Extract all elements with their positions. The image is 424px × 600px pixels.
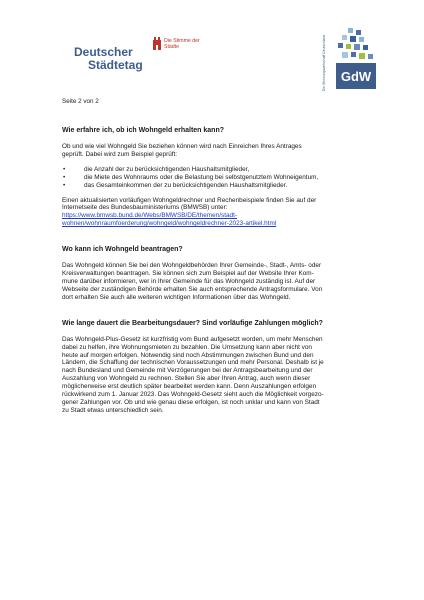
wohngeldrechner-link[interactable]: https://www.bmwsb.bund.de/Webs/BMWSB/DE/themen/stadt- xyxy=(62,212,237,220)
paragraph xyxy=(62,336,360,415)
paragraph-line: dort erhalten Sie auch alle weiteren wichtigen Informationen über das Wohngeld. xyxy=(62,293,291,301)
section-where-to-apply xyxy=(62,245,360,302)
list-item: • die Miete des Wohnraums oder die Belastung bei selbstgenutztem Wohneigentum, xyxy=(62,174,360,182)
document-body xyxy=(62,118,360,415)
criteria-list xyxy=(62,166,360,190)
paragraph-line: Kreisverwaltungen beantragen. Sie können sich zum Beispiel auf der Website Ihrer Kom- xyxy=(62,270,314,278)
paragraph-line: Webseite der zuständigen Behörde erhalten Sie auch entsprechende Antragsformulare. Von xyxy=(62,285,323,293)
paragraph-line: gener Zahlungen vor. Ob und wie genau diese erfolgen, ist noch unklar und kann von Stadt xyxy=(62,398,320,406)
paragraph-line: möglicherweise erst deutlich später bearbeitet werden kann. Denn Auszahlungen erfolgen xyxy=(62,383,317,391)
list-item: • das Gesamteinkommen der zu berücksichtigenden Haushaltsmitglieder. xyxy=(62,182,360,190)
section-heading: Wo kann ich Wohngeld beantragen? xyxy=(62,246,183,254)
gdw-side-text xyxy=(320,36,328,94)
page-number: Seite 2 von 2 xyxy=(62,98,99,105)
wohngeldrechner-link-cont[interactable]: wohnen/wohnraumfoerderung/wohngeld/wohngeldrechner-2023-artikel.html xyxy=(62,220,277,228)
paragraph-line: Internetseite des Bundesbauministeriums (BMWSB) unter: xyxy=(62,204,228,212)
section-heading: Wie lange dauert die Bearbeitungsdauer? Sind vorläufige Zahlungen möglich? xyxy=(62,319,323,327)
paragraph-line: rückwirkend zum 1. Januar 2023. Das Wohngeld-Gesetz sieht auch die Möglichkeit vorgezo- xyxy=(62,391,324,399)
paragraph-line: nach Bundesland und Gemeinde mit Verzögerungen bei der Antragsbearbeitung und der xyxy=(62,367,313,375)
paragraph-line: zu Stadt etwas unterschiedlich sein. xyxy=(62,406,164,414)
section-heading: Wie erfahre ich, ob ich Wohngeld erhalten kann? xyxy=(62,127,224,134)
city-emblem-icon xyxy=(152,36,162,50)
section-processing-time xyxy=(62,319,360,415)
paragraph-line: geprüft. Dabei wird zum Beispiel geprüft: xyxy=(62,150,178,158)
section-eligibility xyxy=(62,126,360,228)
paragraph xyxy=(62,262,360,302)
paragraph-line: Auszahlung von Wohngeld zu rechnen. Stellen Sie aber Ihren Antrag, auch wenn dieser xyxy=(62,375,311,383)
paragraph-line: heute auf morgen erfolgen. Notwendig sind noch Abstimmungen zwischen Bund und den xyxy=(62,351,314,359)
paragraph-line: Einen aktualisierten vorläufigen Wohngeldrechner und Rechenbeispiele finden Sie auf der xyxy=(62,196,317,204)
paragraph-line: Ob und wie viel Wohngeld Sie beziehen können wird nach Einreichen Ihres Antrages xyxy=(62,143,302,150)
paragraph-line: Ländern, die Schaffung der technischen Voraussetzungen und mehr Personal. Deshalb ist je xyxy=(62,359,324,367)
paragraph-line: Das Wohngeld können Sie bei den Wohngeldbehörden Ihrer Gemeinde-, Stadt-, Amts- oder xyxy=(62,262,322,270)
list-item: • die Anzahl der zu berücksichtigenden Haushaltsmitglieder, xyxy=(62,166,360,174)
gdw-logo-text: GdW xyxy=(340,69,372,84)
logo-line-2: Städtetag xyxy=(88,58,143,72)
logo-wordmark xyxy=(74,46,143,72)
gdw-logo xyxy=(328,28,380,92)
gdw-side-label: Die Wohnungswirtschaft Deutschland xyxy=(322,34,326,92)
logo-tagline: Die Stimme der Städte xyxy=(164,38,200,50)
paragraph-line: mune darüber informieren, wer in Ihrer Gemeinde für das Wohngeld zuständig ist. Auf der xyxy=(62,277,316,285)
logo-line-1: Deutscher xyxy=(74,45,133,59)
paragraph-line: Das Wohngeld-Plus-Gesetz ist kurzfristig vom Bund aufgesetzt worden, um mehr Menschen xyxy=(62,335,323,343)
deutscher-staedtetag-logo xyxy=(74,34,200,80)
paragraph-line: dabei zu helfen, ihre Wohnungsmieten zu bezahlen. Die Umsetzung kann aber nicht von xyxy=(62,343,312,351)
